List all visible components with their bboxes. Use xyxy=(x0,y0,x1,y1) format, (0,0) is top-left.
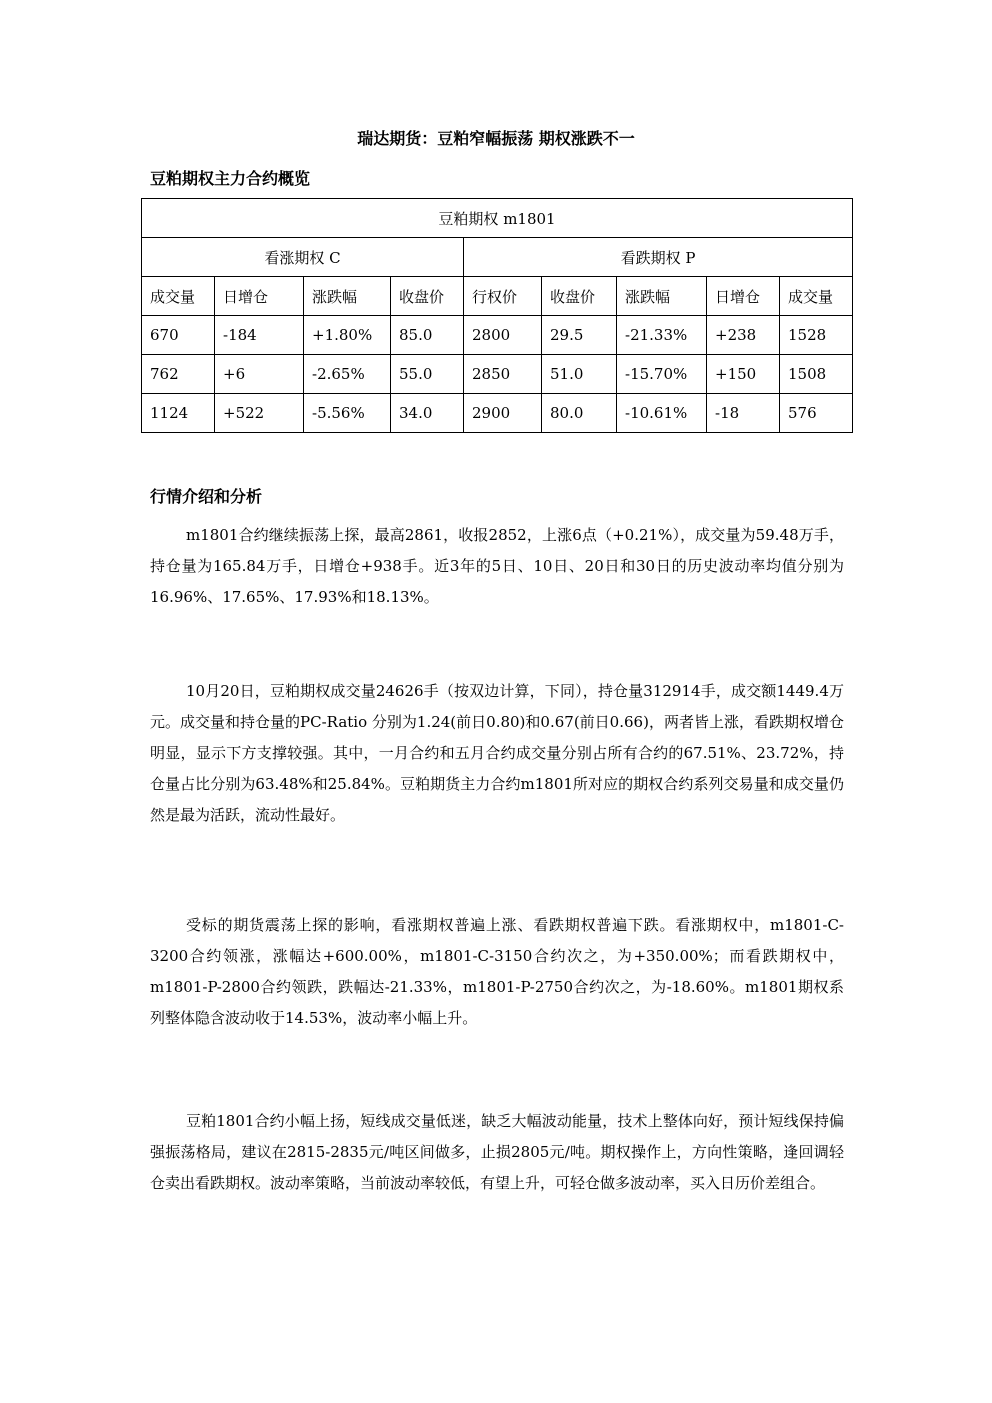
table-cell: 762 xyxy=(142,355,215,394)
table-row xyxy=(142,316,853,355)
table-cell: -184 xyxy=(215,316,304,355)
table-cell: 34.0 xyxy=(391,394,464,433)
table-cell: 2850 xyxy=(464,355,542,394)
column-header: 行权价 xyxy=(464,277,542,316)
table-cell: 1508 xyxy=(780,355,853,394)
table-cell: -2.65% xyxy=(304,355,391,394)
table-cell: -5.56% xyxy=(304,394,391,433)
column-header: 成交量 xyxy=(142,277,215,316)
table-caption: 豆粕期权 m1801 xyxy=(142,199,853,238)
table-cell: 2800 xyxy=(464,316,542,355)
table-cell: +150 xyxy=(707,355,780,394)
table-group-row xyxy=(142,238,853,277)
column-header: 成交量 xyxy=(780,277,853,316)
table-cell: +6 xyxy=(215,355,304,394)
analysis-paragraph: 10月20日，豆粕期权成交量24626手（按双边计算，下同），持仓量312914手，成交额1449.4万元。成交量和持仓量的PC-Ratio 分别为1.24(前日0.80)和0.67(前日0.66)，两者皆上涨，看跌期权增仓明显，显示下方支撑较强。其中，一月合约和五月合约成交量分别占所有合约的67.51%、23.72%，持仓量占比分别为63.48%和25.84%。豆粕期货主力合约m1801所对应的期权合约系列交易量和成交量仍然是最为活跃，流动性最好。 xyxy=(150,682,844,824)
table-cell: -10.61% xyxy=(617,394,707,433)
table-cell: 80.0 xyxy=(542,394,617,433)
options-overview-table xyxy=(141,198,853,433)
table-cell: 1528 xyxy=(780,316,853,355)
column-header: 收盘价 xyxy=(391,277,464,316)
analysis-paragraph: 豆粕1801合约小幅上扬，短线成交量低迷，缺乏大幅波动能量，技术上整体向好，预计短线保持偏强振荡格局，建议在2815-2835元/吨区间做多，止损2805元/吨。期权操作上，方向性策略，逢回调轻仓卖出看跌期权。波动率策略，当前波动率较低，有望上升，可轻仓做多波动率，买入日历价差组合。 xyxy=(150,1112,844,1192)
table-header-row xyxy=(142,277,853,316)
analysis-paragraph: 受标的期货震荡上探的影响，看涨期权普遍上涨、看跌期权普遍下跌。看涨期权中，m1801-C-3200合约领涨，涨幅达+600.00%，m1801-C-3150合约次之，为+350.00%；而看跌期权中， m1801-P-2800合约领跌，跌幅达-21.33%，m1801-P-2750合约次之，为-18.60%。m1801期权系列整体隐含波动收于14.53%，波动率小幅上升。 xyxy=(150,916,844,1027)
table-cell: 29.5 xyxy=(542,316,617,355)
analysis-heading: 行情介绍和分析 xyxy=(150,487,263,506)
analysis-paragraph: m1801合约继续振荡上探，最高2861，收报2852，上涨6点（+0.21%），成交量为59.48万手，持仓量为165.84万手，日增仓+938手。近3年的5日、10日、20日和30日的历史波动率均值分别为16.96%、17.65%、17.93%和18.13%。 xyxy=(150,526,844,606)
table-cell: -18 xyxy=(707,394,780,433)
table-cell: 85.0 xyxy=(391,316,464,355)
table-cell: +1.80% xyxy=(304,316,391,355)
column-header: 涨跌幅 xyxy=(304,277,391,316)
overview-heading: 豆粕期权主力合约概览 xyxy=(150,169,311,188)
column-header: 日增仓 xyxy=(215,277,304,316)
column-header: 日增仓 xyxy=(707,277,780,316)
put-group-header: 看跌期权 P xyxy=(464,238,853,277)
table-cell: 2900 xyxy=(464,394,542,433)
table-cell: +522 xyxy=(215,394,304,433)
table-cell: 670 xyxy=(142,316,215,355)
table-cell: -15.70% xyxy=(617,355,707,394)
column-header: 收盘价 xyxy=(542,277,617,316)
call-group-header: 看涨期权 C xyxy=(142,238,464,277)
document-title: 瑞达期货：豆粕窄幅振荡 期权涨跌不一 xyxy=(357,129,635,148)
table-caption-row xyxy=(142,199,853,238)
table-cell: -21.33% xyxy=(617,316,707,355)
table-cell: 55.0 xyxy=(391,355,464,394)
table-row xyxy=(142,355,853,394)
column-header: 涨跌幅 xyxy=(617,277,707,316)
table-row xyxy=(142,394,853,433)
table-cell: 51.0 xyxy=(542,355,617,394)
table-cell: 576 xyxy=(780,394,853,433)
table-cell: 1124 xyxy=(142,394,215,433)
table-cell: +238 xyxy=(707,316,780,355)
